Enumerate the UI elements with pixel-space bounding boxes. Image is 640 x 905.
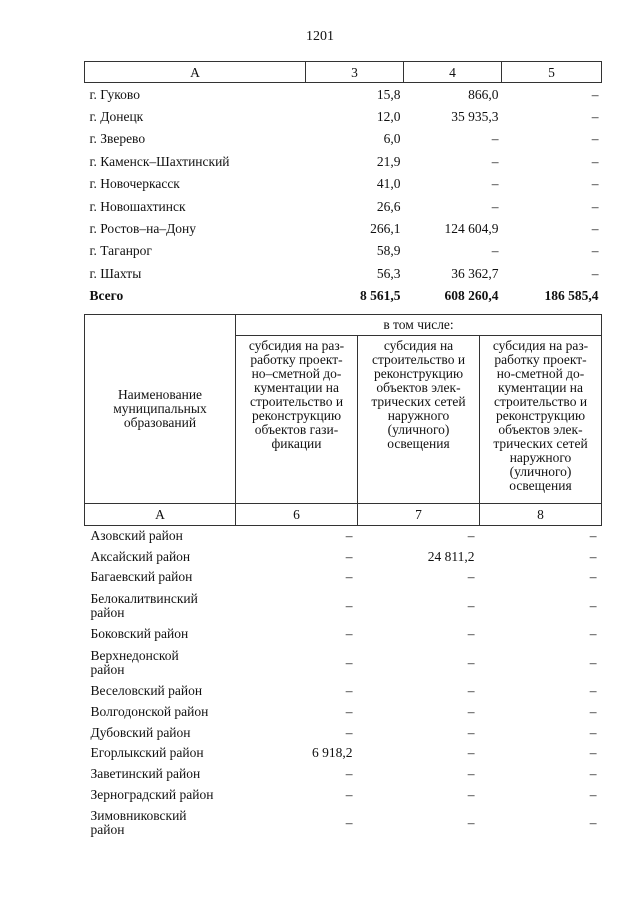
table-row [85,217,602,239]
value-col-6: – [345,626,353,642]
table-row [85,805,602,841]
page-number: 1201 [306,29,334,44]
table-row [85,105,602,127]
value-col-6: – [345,597,353,613]
district-name: Боковский район [90,626,189,642]
value-col-6: – [345,703,353,719]
value-col-8: – [589,724,597,740]
value-col-8: – [589,703,597,719]
value-col-4: – [491,243,499,259]
value-col-4: – [491,131,499,147]
value-col-4: – [491,153,499,169]
municipality-name: г. Гуково [89,86,140,102]
table-row [85,743,602,764]
municipality-name: г. Новошахтинск [89,198,186,214]
municipality-name: г. Новочеркасск [89,176,180,192]
column-index: 6 [236,504,358,526]
value-col-7: – [467,654,475,670]
value-col-6: – [345,766,353,782]
value-col-5: – [591,153,599,169]
column-index: 7 [358,504,480,526]
table-row [85,150,602,172]
district-name: Багаевский район [90,569,193,585]
value-col-6: – [345,683,353,699]
value-col-8: – [589,787,597,803]
value-col-7: – [467,626,475,642]
table-row [85,546,602,567]
column-header: 4 [404,62,502,83]
municipality-name: г. Зверево [89,131,146,147]
district-name: Верхнедонской район [90,647,179,677]
municipality-name: г. Шахты [89,265,142,281]
value-col-5: – [591,131,599,147]
value-col-8: – [589,654,597,670]
value-col-3: 6,0 [383,131,401,147]
total-value: 608 260,4 [444,288,499,304]
value-col-3: 41,0 [376,176,401,192]
table-row [85,722,602,743]
value-col-3: 12,0 [376,109,401,125]
district-name: Зимовниковский район [90,808,187,838]
column-header-8: субсидия на раз- работку проект- но-сметной до- кументации на строительство и реконструкцию объектов элек- трических сетей наружного (уличного) освещения [480,336,602,504]
column-index-row [85,504,602,526]
value-col-3: 266,1 [370,221,401,237]
column-index: 8 [480,504,602,526]
table-row [85,240,602,262]
value-col-7: 24 811,2 [427,548,475,564]
table-row [85,785,602,806]
value-col-4: 35 935,3 [451,109,499,125]
value-col-8: – [589,745,597,761]
value-col-8: – [589,683,597,699]
value-col-8: – [589,597,597,613]
value-col-5: – [591,198,599,214]
value-col-8: – [589,548,597,564]
value-col-5: – [591,176,599,192]
value-col-6: – [345,569,353,585]
value-col-4: 36 362,7 [451,265,499,281]
district-name: Веселовский район [90,683,203,699]
value-col-7: – [467,528,475,544]
value-col-7: – [467,597,475,613]
table-row [85,83,602,106]
table-row [85,588,602,624]
value-col-4: – [491,198,499,214]
district-name: Зерноградский район [90,787,214,803]
group-header-row [85,315,602,336]
column-header: 5 [502,62,602,83]
value-col-7: – [467,766,475,782]
table-row [85,567,602,588]
value-col-7: – [467,724,475,740]
column-header: А [85,62,306,83]
value-col-7: – [467,569,475,585]
value-col-7: – [467,815,475,831]
district-name: Заветинский район [90,766,201,782]
municipality-name: г. Каменск–Шахтинский [89,153,230,169]
table-row [85,526,602,547]
value-col-3: 21,9 [376,153,401,169]
subsidy-table-districts [84,314,602,841]
district-name: Егорлыкский район [90,745,204,761]
value-col-7: – [467,683,475,699]
value-col-3: 56,3 [376,265,401,281]
district-name: Белокалитвинский район [90,590,198,620]
value-col-6: – [345,724,353,740]
value-col-4: 124 604,9 [444,221,499,237]
value-col-5: – [591,265,599,281]
value-col-3: 26,6 [376,198,401,214]
municipality-name: г. Таганрог [89,243,152,259]
value-col-8: – [589,815,597,831]
value-col-6: – [345,528,353,544]
table-header-row [85,62,602,83]
value-col-5: – [591,221,599,237]
table-row [85,128,602,150]
value-col-4: – [491,176,499,192]
table-row [85,681,602,702]
total-value: 8 561,5 [360,288,401,304]
value-col-8: – [589,626,597,642]
table-row [85,262,602,284]
value-col-8: – [589,766,597,782]
total-value: 186 585,4 [544,288,599,304]
value-col-4: 866,0 [468,86,499,102]
total-row [85,285,602,307]
column-header: 3 [306,62,404,83]
municipality-name: г. Донецк [89,109,144,125]
column-header-name: Наименование муниципальных образований [85,315,236,504]
district-name: Азовский район [90,528,183,544]
value-col-3: 58,9 [376,243,401,259]
value-col-7: – [467,703,475,719]
table-row [85,701,602,722]
value-col-7: – [467,787,475,803]
value-col-8: – [589,528,597,544]
value-col-3: 15,8 [376,86,401,102]
value-col-6: – [345,815,353,831]
district-name: Дубовский район [90,724,191,740]
value-col-6: – [345,548,353,564]
value-col-6: 6 918,2 [312,745,353,761]
value-col-8: – [589,569,597,585]
table-row [85,173,602,195]
subsidy-table-continued [84,61,602,307]
column-index: А [85,504,236,526]
table-row [85,645,602,681]
value-col-5: – [591,243,599,259]
value-col-5: – [591,109,599,125]
table-row [85,764,602,785]
municipality-name: г. Ростов–на–Дону [89,221,197,237]
value-col-7: – [467,745,475,761]
value-col-6: – [345,787,353,803]
table-row [85,195,602,217]
column-header-7: субсидия на строительство и реконструкцию объектов элек- трических сетей наружного (уличного) освещения [358,336,480,504]
column-group-header: в том числе: [236,315,602,336]
district-name: Волгодонской район [90,703,209,719]
column-header-6: субсидия на раз- работку проект- но–сметной до- кументации на строительство и реконструкцию объектов гази- фикации [236,336,358,504]
district-name: Аксайский район [90,548,191,564]
table-row [85,624,602,645]
value-col-6: – [345,654,353,670]
total-label: Всего [89,288,124,304]
value-col-5: – [591,86,599,102]
